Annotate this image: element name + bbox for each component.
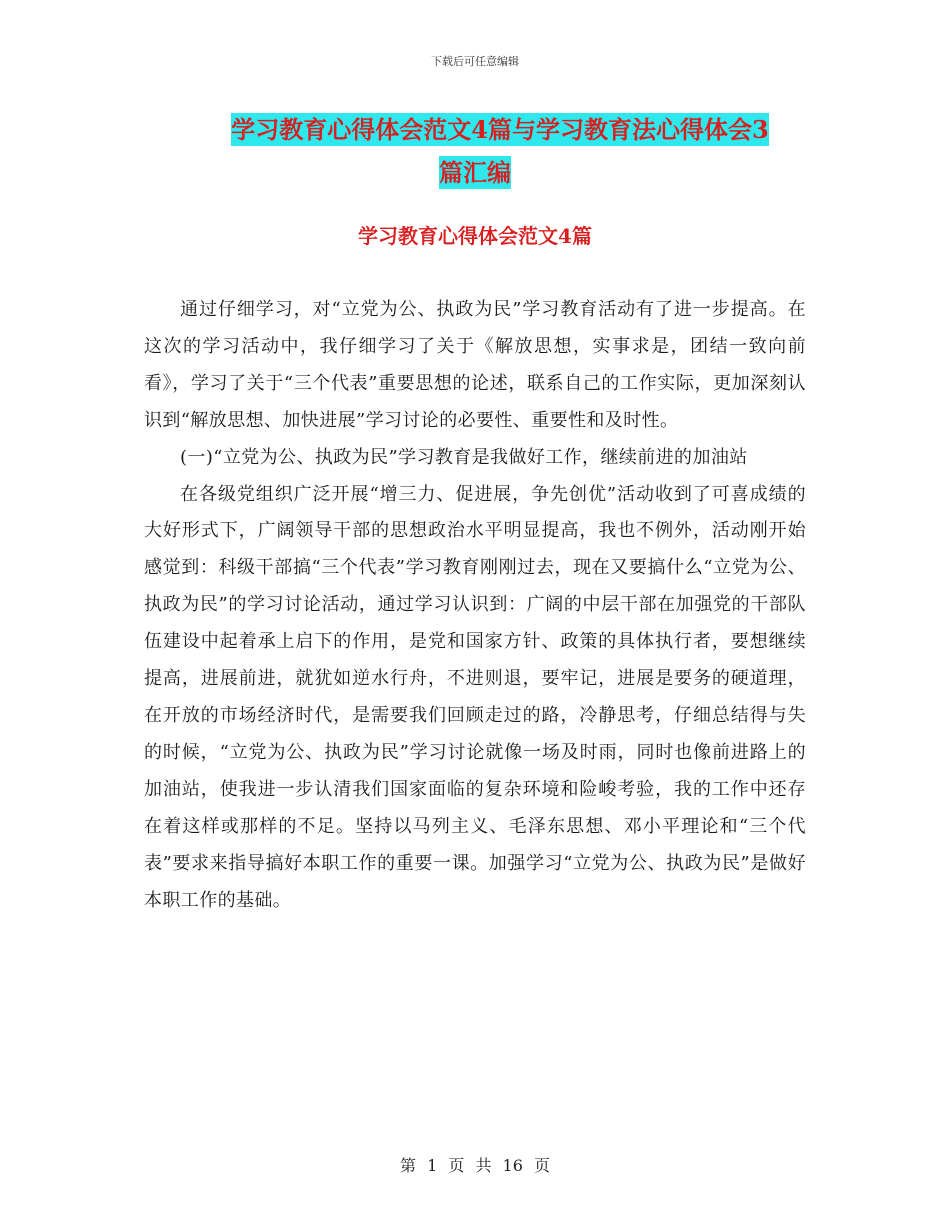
document-title — [0, 108, 950, 194]
document-title-line1: 学习教育心得体会范文4篇与学习教育法心得体会3 — [231, 115, 769, 144]
header-note: 下载后可任意编辑 — [431, 55, 519, 68]
section-heading: 学习教育心得体会范文4篇 — [358, 224, 592, 248]
document-body — [144, 292, 806, 919]
paragraph: 通过仔细学习，对“立党为公、执政为民”学习教育活动有了进一步提高。在这次的学习活动中，我仔细学习了关于《解放思想，实事求是，团结一致向前看》，学习了关于“三个代表”重要思想的论述，联系自己的工作实际，更加深刻认识到“解放思想、加快进展”学习讨论的必要性、重要性和及时性。 — [144, 299, 806, 431]
page-footer: 第 1 页 共 16 页 — [400, 1156, 550, 1175]
paragraph: 在各级党组织广泛开展“增三力、促进展，争先创优”活动收到了可喜成绩的大好形式下，广阔领导干部的思想政治水平明显提高，我也不例外，活动刚开始感觉到：科级干部搞“三个代表”学习教育刚刚过去，现在又要搞什么“立党为公、执政为民”的学习讨论活动，通过学习认识到：广阔的中层干部在加强党的干部队伍建设中起着承上启下的作用，是党和国家方针、政策的具体执行者，要想继续提高，进展前进，就犹如逆水行舟，不进则退，要牢记，进展是要务的硬道理，在开放的市场经济时代，是需要我们回顾走过的路，冷静思考，仔细总结得与失的时候，“立党为公、执政为民”学习讨论就像一场及时雨，同时也像前进路上的加油站，使我进一步认清我们国家面临的复杂环境和险峻考验，我的工作中还存在着这样或那样的不足。坚持以马列主义、毛泽东思想、邓小平理论和“三个代表”要求来指导搞好本职工作的重要一课。加强学习“立党为公、执政为民”是做好本职工作的基础。 — [144, 483, 806, 911]
document-title-line2: 篇汇编 — [439, 158, 511, 187]
paragraph: (一)“立党为公、执政为民”学习教育是我做好工作，继续前进的加油站 — [180, 446, 748, 468]
